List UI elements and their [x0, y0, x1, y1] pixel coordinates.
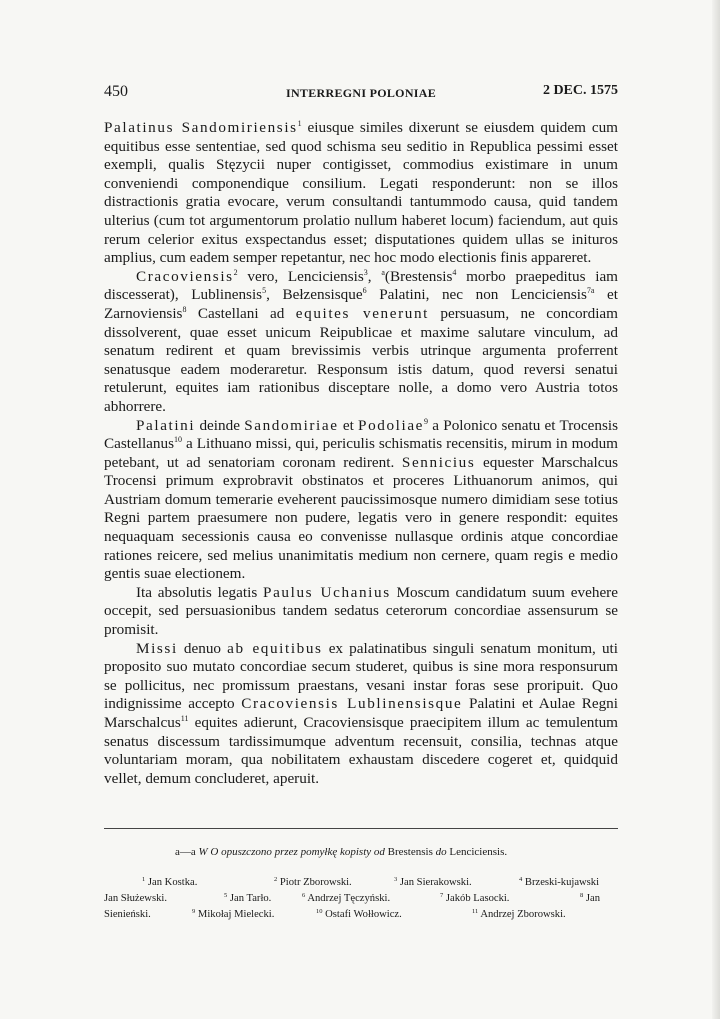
footnote-ref: 10 — [174, 435, 183, 445]
footnote-number: 4 — [519, 876, 523, 883]
text-run: denuo — [177, 639, 228, 657]
footnote — [142, 875, 197, 891]
footnote-number: 7 — [440, 892, 444, 899]
footnote — [224, 891, 271, 907]
spaced-name: Paulus Uchanius — [263, 583, 391, 601]
footnote — [519, 875, 599, 891]
spaced-name: ab equitibus — [227, 639, 323, 657]
footnote — [580, 891, 600, 907]
footnote-row — [104, 875, 618, 891]
footnote-text: Jan — [585, 893, 601, 904]
text-run: (Brestensis — [384, 267, 453, 285]
text-run: , — [367, 267, 382, 285]
text-run: et — [338, 416, 359, 434]
footnote-ref: 4 — [452, 267, 457, 277]
footnote-number: 6 — [302, 892, 306, 899]
spaced-name: Palatini — [136, 416, 196, 434]
footnote-number: 8 — [580, 892, 584, 899]
footnote-number: 10 — [316, 908, 323, 915]
footnote-text: Jakób Lasocki. — [445, 893, 510, 904]
paragraph — [104, 640, 618, 789]
running-title: INTERREGNI POLONIAE — [285, 86, 437, 100]
paragraph — [104, 584, 618, 640]
text-run: Palatini, nec non Lenciciensis — [366, 286, 587, 304]
header-date: 2 DEC. 1575 — [542, 83, 618, 98]
text-run: a Lithuano missi, qui, periculis schismatis recensitis, mirum in modum petebant, ut ad senatoriam coronam redirent. — [104, 435, 618, 471]
textual-note-word-2: Lenciciensis. — [449, 846, 508, 858]
text-run: morbo praepeditus iam discesserat), Lublinensis — [104, 267, 618, 304]
spaced-name: Sandomiriae — [244, 416, 339, 434]
text-run: , Bełzensisque — [266, 286, 363, 304]
footnote-ref: 1 — [297, 119, 302, 128]
paragraph — [104, 268, 618, 417]
footnote — [394, 875, 472, 891]
text-run: equites adierunt, Cracoviensisque praecipitem illum ac temulentum senatus discessum tardissimumque adventum recensuit, consilia, technas atque voluntariam moram, qua nobilitatem exhaustam discedere cogeret et, quidquid vellet, demum concluderet, aperuit. — [104, 714, 618, 787]
textual-note-text: W O opuszczono przez pomyłkę kopisty od — [198, 846, 385, 858]
spaced-name: Sennicius — [401, 453, 476, 471]
spaced-name: Missi — [136, 639, 178, 657]
textual-note — [175, 846, 605, 858]
footnote-number: 1 — [142, 876, 146, 883]
footnote-number: 3 — [394, 876, 398, 883]
footnotes — [104, 875, 618, 923]
text-run: Ita absolutis legatis — [136, 583, 264, 601]
footnote-text: Jan Służewski. — [104, 893, 167, 904]
footnote — [302, 891, 390, 907]
footnote-ref: 9 — [424, 416, 428, 426]
text-run: vero, Lenciciensis — [237, 267, 364, 285]
footnote-ref: 5 — [262, 286, 267, 296]
text-run: deinde — [195, 416, 245, 434]
footnote-row — [104, 891, 618, 907]
footnote — [440, 891, 509, 907]
footnote-ref: 7a — [586, 286, 595, 296]
spaced-name: Palatinus Sandomiriensis — [104, 119, 298, 136]
paragraph — [104, 119, 618, 268]
footnote-ref: 8 — [182, 304, 187, 314]
footnote-number: 9 — [192, 908, 196, 915]
footnote-separator — [104, 828, 618, 829]
footnote-text: Jan Sierakowski. — [399, 877, 472, 888]
spaced-name: Cracoviensis — [136, 267, 234, 285]
paragraph — [104, 417, 618, 584]
text-run: equester Marschalcus Trocensi primum exprobravit obstinatos et proceres Lithuanorum animos, qui Austriam domum temerarie eveherent paucissimosque numero dimidiam sese totius Regni partem praesumere non pudere, legatis vero in genere respondit: equites nequaquam secessionis causa eo convenisse nullasque ordinis atque concordiae rationes reicere, sed melius unanimitatis medium non cernere, quam regis e medio gentis suae electionem. — [104, 453, 618, 583]
footnote-ref: a — [381, 267, 385, 277]
page-edge-shadow — [712, 0, 720, 1019]
footnote-text: Andrzej Zborowski. — [480, 909, 566, 920]
textual-note-connector: do — [435, 846, 447, 858]
textual-note-marker: a—a — [175, 846, 196, 858]
footnote-number: 11 — [472, 908, 479, 915]
footnote-text: Mikołaj Mielecki. — [197, 909, 275, 920]
footnote-text: Ostafi Wołłowicz. — [325, 909, 402, 920]
footnote-text: Sienieński. — [104, 909, 151, 920]
spaced-name: Cracoviensis Lublinensisque — [241, 695, 463, 713]
footnote-text: Jan Tarło. — [229, 893, 272, 904]
text-run: et Zarnoviensis — [104, 286, 618, 322]
text-run: a Polonico senatu et Trocensis Castellanus — [104, 416, 618, 453]
text-run: Moscum candidatum suum evehere occepit, sed persuasionibus tandem sedatus ceterorum concordiae assensurum se promisit. — [104, 583, 618, 639]
footnote — [472, 907, 566, 923]
footnote-number: 2 — [274, 876, 278, 883]
textual-note-word-1: Brestensis — [387, 846, 433, 858]
footnote-text: Andrzej Tęczyński. — [307, 893, 391, 904]
footnote-number: 5 — [224, 892, 228, 899]
footnote-text: Brzeski-kujawski — [524, 877, 600, 888]
text-run: persuasum, ne concordiam dissolverent, quae esset unicum Reipublicae et maxime salutare vinculum, ad senatum redirent et quam brevissimis verbis utrinque argumenta proferrent senatusque eadem moderaretur. Responsum istis datum, quod reversi senatui retulerunt, equites iam rationibus disceptare nolle, a domo vero Austria totos abhorrere. — [104, 304, 618, 415]
main-text — [104, 119, 618, 788]
text-run: ex palatinatibus singuli senatum monitum, uti proposito suo mutato concordiae secum studeret, quibus is sine mora responsurum se pollicitus, nec promissum praestans, vesani instar foras sese proripuit. Quo indignissime accepto — [104, 639, 618, 713]
footnote-text: Jan Kostka. — [147, 877, 198, 888]
footnote — [192, 907, 274, 923]
footnote — [104, 907, 151, 923]
footnote — [104, 891, 167, 907]
running-header — [104, 81, 618, 103]
text-run: Castellani ad — [186, 304, 296, 322]
text-run: eiusque similes dixerunt se eiusdem quidem cum equitibus esse sententiae, sed quod schisma seu seditio in Republica pessimi esset exempli, qualis Stęzycii nuper contigisset, commodius existimare in unum conveniendi componendique consilium. Legati responderunt: non se illos distractionis gratia evocare, verum consultandi tantummodo causa, quid tandem ulterius (cum tot argumentorum prolatio nullum haberet locum) faciendum, aut quis rerum celerior exitus exspectandus esset; disputationes quidem ullas se inituros amplius, cum eadem semper repetantur, nec hoc modo electionis finis appareret. — [104, 119, 618, 267]
footnote-ref: 3 — [363, 267, 368, 277]
footnote-text: Piotr Zborowski. — [279, 877, 352, 888]
text-run: Palatini et Aulae Regni Marschalcus — [104, 695, 618, 731]
spaced-name: equites venerunt — [295, 304, 429, 322]
footnote — [274, 875, 352, 891]
spaced-name: Podoliae — [358, 416, 424, 434]
footnote-ref: 11 — [180, 714, 189, 723]
footnote-ref: 2 — [233, 267, 238, 277]
page-number: 450 — [104, 83, 128, 100]
footnote — [316, 907, 402, 923]
footnote-row — [104, 907, 618, 923]
footnote-ref: 6 — [362, 286, 367, 296]
